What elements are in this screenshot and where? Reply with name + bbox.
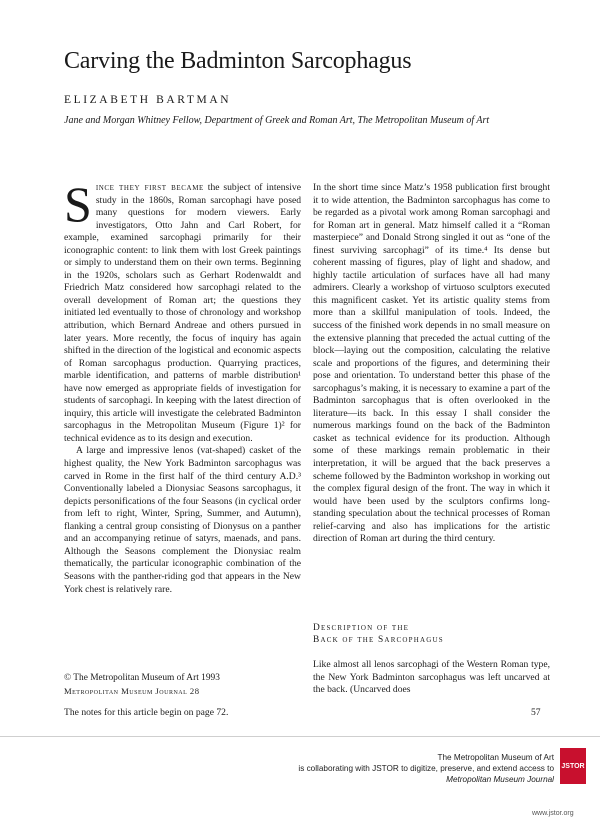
author-name: ELIZABETH BARTMAN — [64, 94, 232, 106]
section-heading — [313, 622, 550, 646]
copyright-block — [64, 672, 301, 698]
banner-line-2: is collaborating with JSTOR to digitize, preserve, and extend access to — [298, 764, 554, 773]
right-paragraph-1: In the short time since Matz’s 1958 publication first brought it to wide attention, the Badminton sarcophagus has come to be regarded as a pivotal work among Roman sarcophagi and for Roman art in general. Matz himself called it a “Roman masterpiece” and Donald Strong singled it out as “one of the finest surviving sarcophagi” of its time.⁴ Its dense but coherent massing of figures, play of light and shadow, and highly tactile articulation of surfaces have all had many admirers. Clearly a workshop of virtuoso sculptors executed this magnificent casket. Yet its artistic quality stems from more than a skillful manipulation of tools. Indeed, the success of the finished work depends in no small measure on the extensive planning that preceded the actual cutting of the block—laying out the composition, calculating the relative scale and proportions of the figures, and determining their pose and orientation. To understand better this phase of the sarcophagus’s making, it is necessary to examine a part of the Badminton sarcophagus that is often overlooked in the literature—its back. In this essay I shall consider the numerous markings found on the back of the Badminton casket as technical evidence for its production. Although some of these markings remain problematic in their interpretation, it will be argued that the back preserves a scheme followed by the Badminton workshop in working out the complex figural design of the front. The way in which it would have been used by the sculptors confirms long-standing speculation about the technical processes of Roman relief-carving and also has implications for the artistic direction of Roman art during the third century. — [313, 182, 550, 545]
right-column — [313, 182, 550, 546]
right-column-continued — [313, 659, 550, 697]
banner-line-1: The Metropolitan Museum of Art — [437, 753, 554, 762]
section-heading-line-2: Back of the Sarcophagus — [313, 635, 444, 645]
banner-line-3: Metropolitan Museum Journal — [446, 775, 554, 784]
left-paragraph-2: A large and impressive lenos (vat-shaped) casket of the highest quality, the New York Badminton sarcophagus was carved in Rome in the first half of the third century A.D.³ Conventionally labeled a Dionysiac Seasons sarcophagus, it depicts personifications of the four Seasons (in cyclical order from left to right, Winter, Spring, Summer, and Autumn), flanking a central group consisting of Dionysus on a panther and an accompanying retinue of satyrs, maenads, and pans. Although the Seasons complement the Dionysiac realm thematically, the particular iconographic combination of the Seasons with the panther-riding god that appears in the New York chest is relatively rare. — [64, 445, 301, 595]
jstor-url-link[interactable]: www.jstor.org — [532, 810, 574, 817]
notes-reference: The notes for this article begin on page 72. — [64, 707, 229, 718]
jstor-logo-icon[interactable]: JSTOR — [560, 748, 586, 784]
right-paragraph-2: Like almost all lenos sarcophagi of the Western Roman type, the New York Badminton sarcophagus was left uncarved at the back. (Uncarved does — [313, 659, 550, 696]
page-number: 57 — [531, 707, 541, 718]
author-affiliation: Jane and Morgan Whitney Fellow, Department of Greek and Roman Art, The Metropolitan Museum of Art — [64, 115, 490, 126]
left-column — [64, 176, 301, 596]
footer-divider — [0, 736, 600, 737]
jstor-banner — [214, 752, 554, 785]
journal-citation: Metropolitan Museum Journal 28 — [64, 686, 200, 696]
left-paragraph-1-text: the subject of intensive study in the 1860s, Roman sarcophagi have posed many questions for modern viewers. Early investigators, Otto Jahn and Carl Robert, for example, examined sarcophagi primarily for their iconographic content: to link them with lost Greek paintings or simply to understand them on their own terms. Beginning in the 1920s, scholars such as Gerhart Rodenwaldt and Friedrich Matz considered how sarcophagi related to the overall development of Roman art; the questions they initiated led eventually to those of chronology and workshop attribution, which Bernard Andreae and others pursued in later years. More recently, the focus of inquiry has again shifted in the direction of the logistical and economic aspects of Roman sarcophagus production. Quarrying practices, marble identification, and patterns of marble distribution¹ have now emerged as appropriate fields of investigation for students of sarcophagi. In keeping with the latest direction of inquiry, this article will investigate the celebrated Badminton sarcophagus in the Metropolitan Museum (Figure 1)² for technical evidence as to its design and execution. — [64, 182, 301, 444]
copyright-line: © The Metropolitan Museum of Art 1993 — [64, 673, 220, 683]
section-heading-line-1: Description of the — [313, 623, 410, 633]
opening-smallcaps: ince they first became — [95, 182, 204, 193]
article-title: Carving the Badminton Sarcophagus — [64, 48, 412, 74]
left-paragraph-1 — [64, 176, 301, 445]
drop-cap: S — [64, 176, 92, 232]
